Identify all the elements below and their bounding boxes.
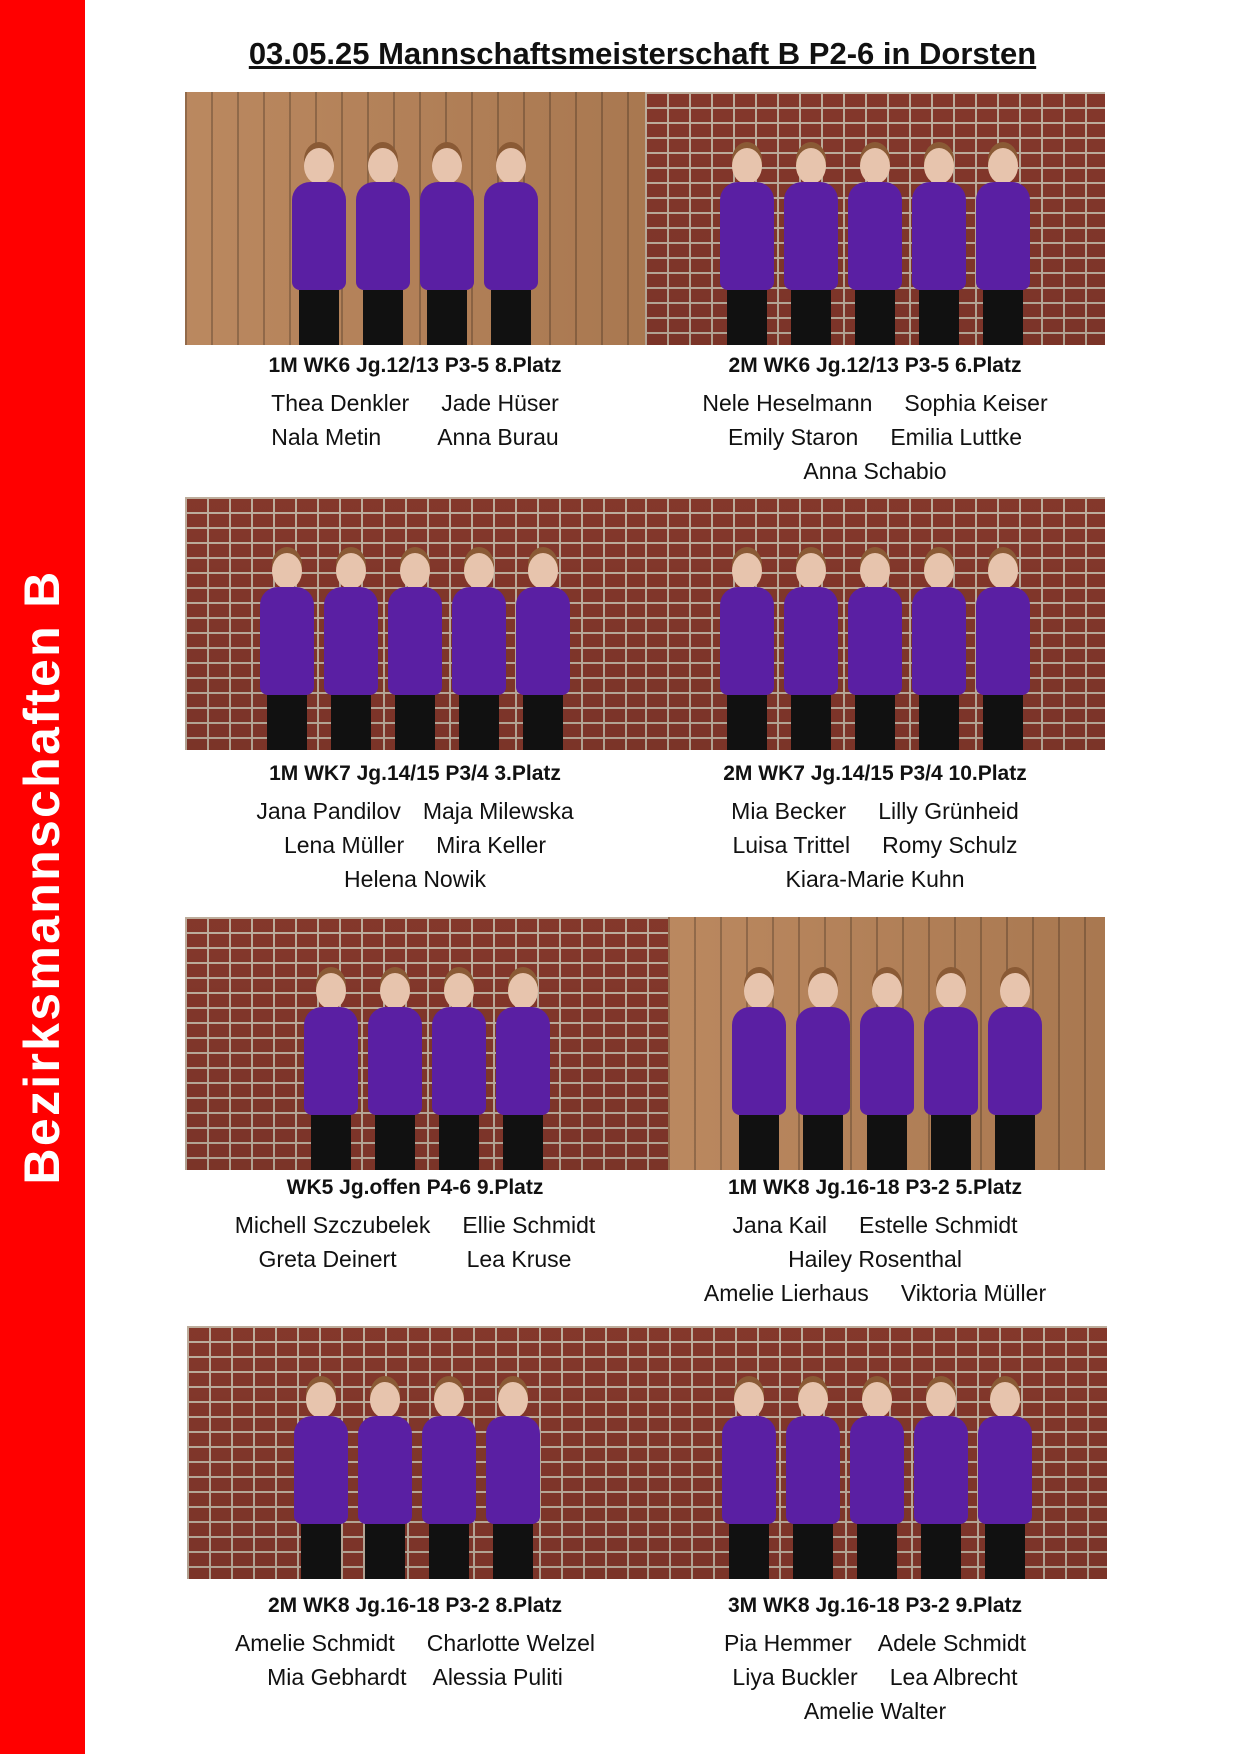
gymnast-head	[936, 973, 966, 1009]
gymnast-figure	[494, 973, 552, 1170]
gymnast-body	[720, 182, 774, 290]
gymnast-body	[848, 587, 902, 695]
name-row	[645, 1660, 1105, 1694]
gymnast-head	[498, 1382, 528, 1418]
gymnast-head	[732, 148, 762, 184]
gymnast-figure	[366, 973, 424, 1170]
gymnast-name: Kiara-Marie Kuhn	[785, 866, 965, 892]
gymnast-name: Anna Schabio	[803, 458, 947, 484]
gymnast-figure	[974, 148, 1032, 345]
name-row	[645, 1694, 1105, 1728]
name-row	[645, 1626, 1105, 1660]
team-photo-1m-wk8	[668, 917, 1105, 1170]
name-row	[185, 1208, 645, 1242]
gymnast-body	[912, 587, 966, 695]
gymnast-legs	[919, 695, 959, 750]
gymnast-name: Lena Müller	[283, 832, 405, 858]
name-row	[645, 1276, 1105, 1310]
gymnast-figure	[258, 553, 316, 750]
team-heading: 1M WK6 Jg.12/13 P3-5 8.Platz	[268, 354, 562, 377]
gymnast-legs	[365, 1524, 405, 1579]
gymnast-body	[388, 587, 442, 695]
gymnast-head	[734, 1382, 764, 1418]
team-caption-3m-wk8	[645, 1594, 1105, 1728]
gymnast-body	[976, 182, 1030, 290]
gymnast-head	[380, 973, 410, 1009]
gymnast-body	[452, 587, 506, 695]
name-row	[645, 794, 1105, 828]
gymnast-head	[316, 973, 346, 1009]
sidebar-title: Bezirksmannschaften B	[14, 569, 70, 1185]
name-row	[185, 386, 645, 420]
gymnast-head	[796, 148, 826, 184]
gymnast-legs	[855, 695, 895, 750]
gymnast-legs	[301, 1524, 341, 1579]
gymnast-legs	[459, 695, 499, 750]
team-heading: 1M WK8 Jg.16-18 P3-2 5.Platz	[727, 1176, 1023, 1199]
gymnast-figure	[910, 553, 968, 750]
gymnast-body	[784, 182, 838, 290]
sidebar-banner	[0, 0, 85, 1754]
gymnast-legs	[793, 1524, 833, 1579]
gymnast-figure	[910, 148, 968, 345]
gymnast-name: Helena Nowik	[344, 866, 486, 892]
team-heading: 3M WK8 Jg.16-18 P3-2 9.Platz	[727, 1594, 1023, 1617]
gymnast-head	[272, 553, 302, 589]
gymnast-name: Amelie Lierhaus	[703, 1280, 869, 1306]
gymnast-head	[872, 973, 902, 1009]
team-caption-2m-wk6	[645, 354, 1105, 488]
gymnast-figure	[912, 1382, 970, 1579]
gymnast-name: Lilly Grünheid	[878, 798, 1019, 824]
gymnast-figure	[922, 973, 980, 1170]
gymnast-name: Lea Albrecht	[889, 1664, 1018, 1690]
team-photo-wk5	[185, 917, 668, 1170]
gymnast-figure	[782, 553, 840, 750]
gymnast-name: Amelie Walter	[803, 1698, 947, 1724]
gymnast-figure	[418, 148, 476, 345]
gymnast-figure	[846, 553, 904, 750]
gymnast-name: Mia Becker	[731, 798, 847, 824]
gymnast-body	[484, 182, 538, 290]
team-heading: 2M WK8 Jg.16-18 P3-2 8.Platz	[267, 1594, 563, 1617]
team-photo-1m-wk6	[185, 92, 645, 345]
gymnast-legs	[267, 695, 307, 750]
gymnast-head	[924, 553, 954, 589]
gymnast-head	[508, 973, 538, 1009]
gymnast-head	[988, 553, 1018, 589]
gymnast-body	[722, 1416, 776, 1524]
gymnast-figure	[484, 1382, 542, 1579]
gymnast-figure	[794, 973, 852, 1170]
gymnast-figure	[782, 148, 840, 345]
gymnast-legs	[983, 695, 1023, 750]
gymnast-figure	[848, 1382, 906, 1579]
gymnast-name: Thea Denkler	[271, 390, 410, 416]
name-row	[185, 1660, 645, 1694]
gymnast-legs	[503, 1115, 543, 1170]
gymnast-figure	[974, 553, 1032, 750]
gymnast-body	[368, 1007, 422, 1115]
gymnast-legs	[427, 290, 467, 345]
gymnast-figure	[730, 973, 788, 1170]
gymnast-legs	[985, 1524, 1025, 1579]
gymnast-legs	[429, 1524, 469, 1579]
gymnast-legs	[919, 290, 959, 345]
gymnast-body	[848, 182, 902, 290]
gymnast-head	[304, 148, 334, 184]
gymnast-head	[370, 1382, 400, 1418]
gymnast-head	[860, 148, 890, 184]
gymnast-legs	[523, 695, 563, 750]
gymnast-name: Emilia Luttke	[890, 424, 1023, 450]
gymnast-legs	[803, 1115, 843, 1170]
gymnast-body	[356, 182, 410, 290]
gymnast-group	[185, 92, 645, 345]
gymnast-legs	[921, 1524, 961, 1579]
gymnast-legs	[791, 290, 831, 345]
gymnast-legs	[857, 1524, 897, 1579]
team-photo-3m-wk8	[647, 1326, 1107, 1579]
gymnast-name: Jana Pandilov	[256, 798, 401, 824]
name-row	[645, 386, 1105, 420]
gymnast-body	[924, 1007, 978, 1115]
gymnast-legs	[855, 290, 895, 345]
gymnast-body	[292, 182, 346, 290]
gymnast-legs	[395, 695, 435, 750]
gymnast-name: Alessia Puliti	[432, 1664, 563, 1690]
gymnast-name: Amelie Schmidt	[234, 1630, 395, 1656]
gymnast-group	[645, 497, 1105, 750]
team-caption-2m-wk7	[645, 762, 1105, 896]
gymnast-head	[434, 1382, 464, 1418]
gymnast-head	[432, 148, 462, 184]
team-heading: WK5 Jg.offen P4-6 9.Platz	[286, 1176, 544, 1199]
gymnast-head	[444, 973, 474, 1009]
gymnast-name: Lea Kruse	[466, 1246, 572, 1272]
gymnast-body	[914, 1416, 968, 1524]
gymnast-name: Ellie Schmidt	[462, 1212, 596, 1238]
gymnast-legs	[363, 290, 403, 345]
gymnast-body	[486, 1416, 540, 1524]
gymnast-legs	[299, 290, 339, 345]
gymnast-body	[420, 182, 474, 290]
gymnast-figure	[846, 148, 904, 345]
gymnast-head	[1000, 973, 1030, 1009]
gymnast-body	[304, 1007, 358, 1115]
gymnast-legs	[995, 1115, 1035, 1170]
team-caption-wk5	[185, 1176, 645, 1276]
gymnast-legs	[791, 695, 831, 750]
gymnast-head	[528, 553, 558, 589]
gymnast-head	[306, 1382, 336, 1418]
page-title: 03.05.25 Mannschaftsmeisterschaft B P2-6 in Dorsten	[248, 36, 1037, 71]
gymnast-figure	[514, 553, 572, 750]
gymnast-group	[668, 917, 1105, 1170]
team-photo-2m-wk6	[645, 92, 1105, 345]
name-row	[645, 1208, 1105, 1242]
gymnast-name: Mira Keller	[436, 832, 547, 858]
gymnast-name: Pia Hemmer	[723, 1630, 852, 1656]
team-photo-2m-wk8	[187, 1326, 647, 1579]
gymnast-group	[647, 1326, 1107, 1579]
gymnast-body	[516, 587, 570, 695]
gymnast-name: Jana Kail	[732, 1212, 828, 1238]
name-row	[185, 420, 645, 454]
gymnast-head	[990, 1382, 1020, 1418]
gymnast-legs	[867, 1115, 907, 1170]
gymnast-legs	[729, 1524, 769, 1579]
gymnast-name: Luisa Trittel	[732, 832, 851, 858]
team-heading: 1M WK7 Jg.14/15 P3/4 3.Platz	[269, 762, 561, 785]
name-row	[645, 454, 1105, 488]
gymnast-name: Adele Schmidt	[877, 1630, 1027, 1656]
gymnast-head	[464, 553, 494, 589]
gymnast-legs	[493, 1524, 533, 1579]
gymnast-figure	[858, 973, 916, 1170]
gymnast-legs	[727, 290, 767, 345]
gymnast-body	[496, 1007, 550, 1115]
gymnast-body	[786, 1416, 840, 1524]
gymnast-body	[912, 182, 966, 290]
gymnast-group	[185, 917, 668, 1170]
gymnast-body	[422, 1416, 476, 1524]
name-row	[185, 1242, 645, 1276]
gymnast-figure	[354, 148, 412, 345]
team-photo-2m-wk7	[645, 497, 1105, 750]
gymnast-body	[358, 1416, 412, 1524]
gymnast-group	[645, 92, 1105, 345]
gymnast-name: Nele Heselmann	[702, 390, 873, 416]
gymnast-figure	[718, 553, 776, 750]
gymnast-figure	[290, 148, 348, 345]
name-row	[185, 828, 645, 862]
gymnast-name: Charlotte Welzel	[426, 1630, 596, 1656]
name-row	[645, 862, 1105, 896]
gymnast-body	[976, 587, 1030, 695]
gymnast-legs	[739, 1115, 779, 1170]
gymnast-figure	[482, 148, 540, 345]
gymnast-legs	[727, 695, 767, 750]
gymnast-head	[988, 148, 1018, 184]
team-photo-1m-wk7	[185, 497, 645, 750]
gymnast-figure	[322, 553, 380, 750]
gymnast-name: Jade Hüser	[441, 390, 559, 416]
gymnast-name: Nala Metin	[271, 424, 382, 450]
gymnast-legs	[331, 695, 371, 750]
gymnast-figure	[986, 973, 1044, 1170]
gymnast-head	[732, 553, 762, 589]
gymnast-body	[978, 1416, 1032, 1524]
gymnast-name: Mia Gebhardt	[267, 1664, 407, 1690]
team-caption-2m-wk8	[185, 1594, 645, 1694]
gymnast-figure	[356, 1382, 414, 1579]
gymnast-name: Sophia Keiser	[904, 390, 1048, 416]
gymnast-name: Greta Deinert	[258, 1246, 397, 1272]
gymnast-head	[796, 553, 826, 589]
gymnast-legs	[491, 290, 531, 345]
gymnast-body	[850, 1416, 904, 1524]
gymnast-name: Emily Staron	[727, 424, 859, 450]
gymnast-legs	[439, 1115, 479, 1170]
gymnast-name: Maja Milewska	[422, 798, 574, 824]
gymnast-group	[187, 1326, 647, 1579]
gymnast-head	[368, 148, 398, 184]
gymnast-head	[400, 553, 430, 589]
gymnast-figure	[976, 1382, 1034, 1579]
gymnast-name: Michell Szczubelek	[234, 1212, 431, 1238]
gymnast-name: Viktoria Müller	[900, 1280, 1047, 1306]
gymnast-name: Estelle Schmidt	[859, 1212, 1018, 1238]
team-caption-1m-wk7	[185, 762, 645, 896]
gymnast-figure	[386, 553, 444, 750]
gymnast-figure	[430, 973, 488, 1170]
gymnast-legs	[375, 1115, 415, 1170]
gymnast-figure	[420, 1382, 478, 1579]
gymnast-legs	[931, 1115, 971, 1170]
gymnast-body	[260, 587, 314, 695]
gymnast-figure	[450, 553, 508, 750]
team-heading: 2M WK6 Jg.12/13 P3-5 6.Platz	[728, 354, 1022, 377]
team-caption-1m-wk6	[185, 354, 645, 454]
name-row	[185, 862, 645, 896]
team-caption-1m-wk8	[645, 1176, 1105, 1310]
name-row	[185, 1626, 645, 1660]
gymnast-body	[796, 1007, 850, 1115]
name-row	[645, 828, 1105, 862]
gymnast-head	[860, 553, 890, 589]
gymnast-body	[294, 1416, 348, 1524]
team-heading: 2M WK7 Jg.14/15 P3/4 10.Platz	[723, 762, 1027, 785]
gymnast-figure	[292, 1382, 350, 1579]
name-row	[645, 420, 1105, 454]
gymnast-body	[988, 1007, 1042, 1115]
gymnast-head	[744, 973, 774, 1009]
gymnast-body	[324, 587, 378, 695]
gymnast-name: Romy Schulz	[882, 832, 1018, 858]
gymnast-body	[784, 587, 838, 695]
gymnast-head	[496, 148, 526, 184]
gymnast-body	[732, 1007, 786, 1115]
gymnast-figure	[784, 1382, 842, 1579]
gymnast-legs	[311, 1115, 351, 1170]
gymnast-body	[432, 1007, 486, 1115]
gymnast-figure	[718, 148, 776, 345]
name-row	[645, 1242, 1105, 1276]
gymnast-head	[336, 553, 366, 589]
gymnast-figure	[302, 973, 360, 1170]
gymnast-head	[798, 1382, 828, 1418]
gymnast-body	[720, 587, 774, 695]
gymnast-head	[924, 148, 954, 184]
gymnast-body	[860, 1007, 914, 1115]
name-row	[185, 794, 645, 828]
gymnast-head	[862, 1382, 892, 1418]
gymnast-head	[926, 1382, 956, 1418]
gymnast-group	[185, 497, 645, 750]
gymnast-head	[808, 973, 838, 1009]
gymnast-name: Liya Buckler	[732, 1664, 858, 1690]
gymnast-name: Hailey Rosenthal	[788, 1246, 962, 1272]
gymnast-figure	[720, 1382, 778, 1579]
gymnast-legs	[983, 290, 1023, 345]
gymnast-name: Anna Burau	[437, 424, 559, 450]
